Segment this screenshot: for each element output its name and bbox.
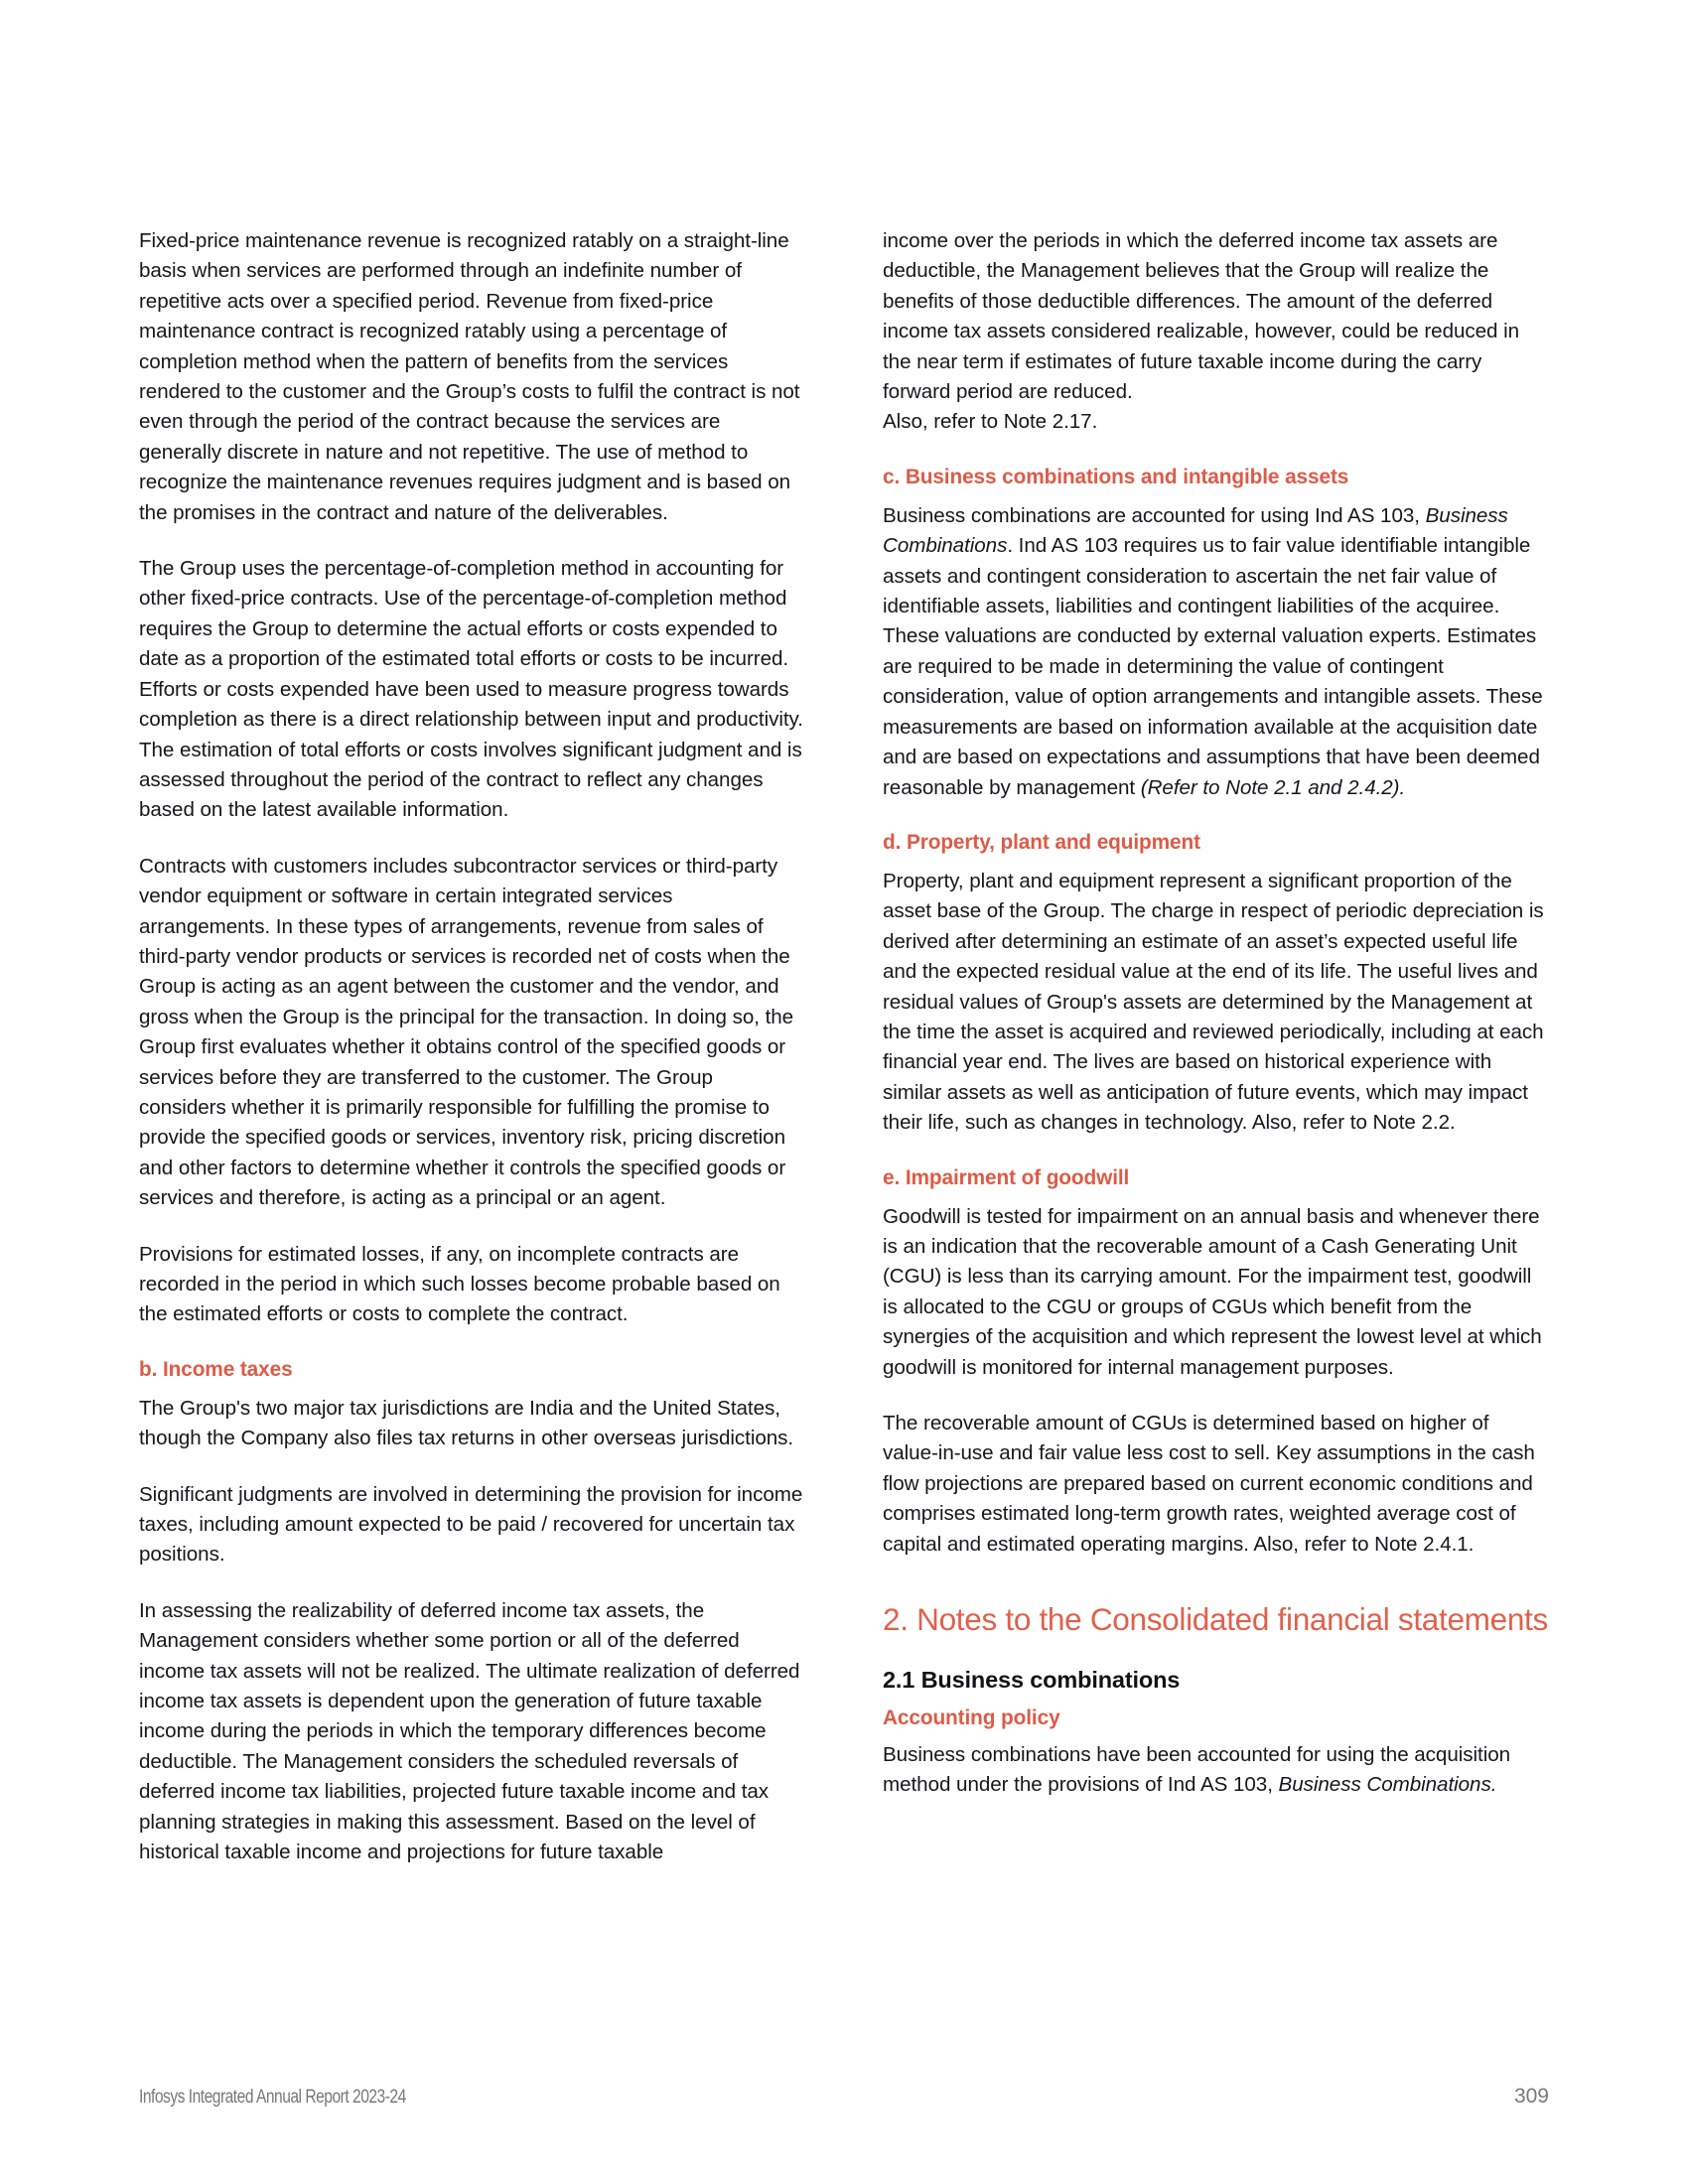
paragraph-percentage-of-completion: The Group uses the percentage-of-completion method in accounting for other fixed-price contracts. Use of the percentage-of-completion method requires the Group to determine the actual efforts or costs expended to date as a proportion of the estimated total efforts or costs to be incurred. Efforts or costs expended have been used to measure progress towards completion as there is a direct relationship between input and productivity. The estimation of total efforts or costs involves significant judgment and is assessed throughout the period of the contract to reflect any changes based on the latest available information.	[139, 557, 803, 822]
footer-report-title: Infosys Integrated Annual Report 2023-24	[139, 2087, 406, 2108]
paragraph-realizability-deferred-tax: In assessing the realizability of deferred income tax assets, the Management considers whether some portion or all of the deferred income tax assets will not be realized. The ultimate realization of deferred income tax assets is dependent upon the generation of future taxable income during the periods in which the temporary differences become deductible. The Management considers the scheduled reversals of deferred income tax liabilities, projected future taxable income and tax planning strategies in making this assessment. Based on the level of historical taxable income and projections for future taxable	[139, 1598, 800, 1864]
paragraph-fixed-price-maintenance: Fixed-price maintenance revenue is recognized ratably on a straight-line basis when services are performed through an indefinite number of repetitive acts over a specified period. Revenue from fixed-price maintenance contract is recognized ratably using a percentage of completion method when the pattern of benefits from the services rendered to the customer and the Group’s costs to fulfil the contract is not even through the period of the contract because the services are generally discrete in nature and not repetitive. The use of method to recognize the maintenance revenues requires judgment and is based on the promises in the contract and nature of the deliverables.	[139, 229, 800, 524]
paragraph-provisions-estimated-losses: Provisions for estimated losses, if any, on incomplete contracts are recorded in the period in which such losses become probable based on the estimated efforts or costs to complete the contract.	[139, 1242, 780, 1326]
policy-text-part-1: Business combinations have been accounted for using the acquisition method under the provisions of Ind AS 103,	[883, 1743, 1511, 1797]
deferred-tax-continuation-text: income over the periods in which the deferred income tax assets are deductible, the Management believes that the Group will realize the benefits of those deductible differences. The amount of the deferred income tax assets considered realizable, however, could be reduced in the near term if estimates of future taxable income during the carry forward period are reduced.	[883, 229, 1520, 404]
bc-text-part-2: . Ind AS 103 requires us to fair value identifiable intangible assets and contingent consideration to ascertain the net fair value of identifiable assets, liabilities and contingent liabilities of the acquiree. These valuations are conducted by external valuation experts. Estimates are required to be made in determining the value of contingent consideration, value of option arrangements and intangible assets. These measurements are based on information available at the acquisition date and are based on expectations and assumptions that have been deemed reasonable by management	[883, 534, 1543, 799]
paragraph-significant-judgments: Significant judgments are involved in determining the provision for income taxes, including amount expected to be paid / recovered for uncertain tax positions.	[139, 1482, 803, 1567]
paragraph-recoverable-amount-cgus: The recoverable amount of CGUs is determined based on higher of value-in-use and fair value less cost to sell. Key assumptions in the cash flow projections are prepared based on current economic conditions and comprises estimated long-term growth rates, weighted average cost of capital and estimated operating margins. Also, refer to Note 2.4.1.	[883, 1412, 1535, 1556]
page-footer	[139, 2085, 1549, 2109]
paragraph-goodwill-impairment-test: Goodwill is tested for impairment on an annual basis and whenever there is an indication that the recoverable amount of a Cash Generating Unit (CGU) is less than its carrying amount. For the impairment test, goodwill is allocated to the CGU or groups of CGUs which benefit from the synergies of the acquisition and which represent the lowest level at which goodwill is monitored for internal management purposes.	[883, 1204, 1542, 1379]
right-column	[883, 226, 1549, 1801]
bc-text-part-1: Business combinations are accounted for using Ind AS 103,	[883, 503, 1426, 527]
heading-income-taxes: b. Income taxes	[139, 1357, 293, 1381]
heading-note-2-1-business-combinations: 2.1 Business combinations	[883, 1667, 1181, 1694]
heading-notes-to-consolidated-financial-statements: 2. Notes to the Consolidated financial statements	[883, 1601, 1548, 1638]
policy-italic-standard-name: Business Combinations.	[1278, 1773, 1497, 1797]
left-column	[139, 226, 805, 1868]
paragraph-property-plant-equipment: Property, plant and equipment represent a significant proportion of the asset base of the Group. The charge in respect of periodic depreciation is derived after determining an estimate of an asset’s expected useful life and the expected residual value at the end of its life. The useful lives and residual values of Group's assets are determined by the Management at the time the asset is acquired and reviewed periodically, including at each financial year end. The lives are based on historical experience with similar assets as well as anticipation of future events, which may impact their life, such as changes in technology. Also, refer to Note 2.2.	[883, 869, 1544, 1135]
heading-business-combinations-intangibles: c. Business combinations and intangible assets	[883, 465, 1349, 488]
note-reference-217: Also, refer to Note 2.17.	[883, 410, 1098, 434]
paragraph-accounting-policy-text	[883, 1740, 1549, 1801]
heading-impairment-of-goodwill: e. Impairment of goodwill	[883, 1165, 1130, 1189]
paragraph-business-combinations-policy	[883, 501, 1549, 803]
bc-italic-refer-note: (Refer to Note 2.1 and 2.4.2).	[1140, 775, 1406, 799]
paragraph-contracts-with-customers: Contracts with customers includes subcontractor services or third-party vendor equipment or software in certain integrated services arrangements. In these types of arrangements, revenue from sales of third-party vendor products or services is recorded net of costs when the Group is acting as an agent between the customer and the vendor, and gross when the Group is the principal for the transaction. In doing so, the Group first evaluates whether it obtains control of the specified goods or services before they are transferred to the customer. The Group considers whether it is primarily responsible for fulfilling the promise to provide the specified goods or services, inventory risk, pricing discretion and other factors to determine whether it controls the specified goods or services and therefore, is acting as a principal or an agent.	[139, 854, 794, 1210]
bc-italic-standard-name: Business Combinations	[883, 503, 1508, 558]
heading-property-plant-equipment: d. Property, plant and equipment	[883, 830, 1200, 854]
footer-page-number: 309	[1513, 2085, 1549, 2108]
paragraph-deferred-tax-continuation	[883, 226, 1549, 438]
two-column-content	[139, 226, 1549, 1868]
paragraph-tax-jurisdictions: The Group's two major tax jurisdictions are India and the United States, though the Company also files tax returns in other overseas jurisdictions.	[139, 1396, 794, 1450]
heading-accounting-policy: Accounting policy	[883, 1706, 1060, 1730]
